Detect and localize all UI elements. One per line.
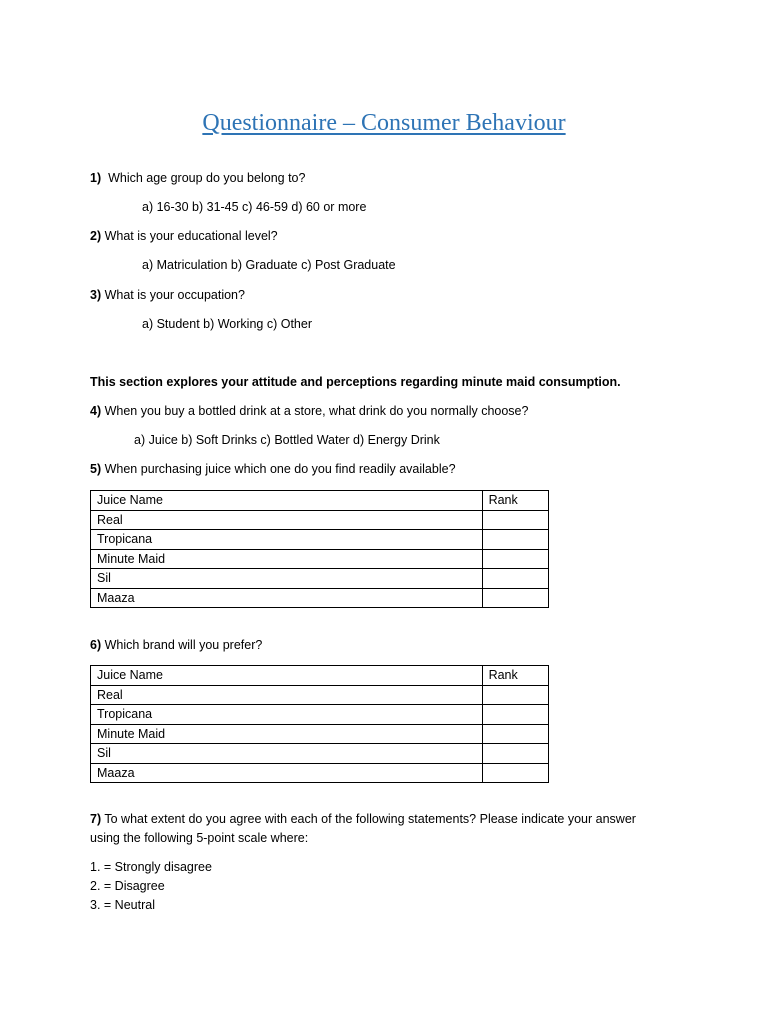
table-row — [91, 549, 549, 569]
column-header: Juice Name — [91, 491, 483, 511]
question-text: To what extent do you agree with each of the following statements? Please indicate your answer — [104, 812, 636, 826]
rank-cell[interactable] — [482, 588, 548, 608]
section-intro: This section explores your attitude and perceptions regarding minute maid consumption. — [90, 375, 621, 389]
juice-name-cell: Maaza — [91, 588, 483, 608]
rank-cell[interactable] — [482, 530, 548, 550]
question-number: 2) — [90, 229, 102, 243]
table-row — [91, 744, 549, 764]
juice-availability-table — [90, 490, 549, 608]
scale-item: 2. = Disagree — [90, 879, 165, 893]
table-row — [91, 530, 549, 550]
table-header-row — [91, 666, 549, 686]
question-4 — [90, 404, 528, 418]
table-row — [91, 510, 549, 530]
rank-cell[interactable] — [482, 763, 548, 783]
question-3 — [90, 288, 245, 302]
question-2 — [90, 229, 278, 243]
juice-name-cell: Maaza — [91, 763, 483, 783]
column-header: Juice Name — [91, 666, 483, 686]
scale-item: 1. = Strongly disagree — [90, 860, 212, 874]
table-row — [91, 685, 549, 705]
juice-name-cell: Tropicana — [91, 705, 483, 725]
question-3-options: a) Student b) Working c) Other — [142, 317, 312, 331]
rank-cell[interactable] — [482, 569, 548, 589]
question-text: Which brand will you prefer? — [104, 638, 263, 652]
question-text: When purchasing juice which one do you find readily available? — [104, 462, 456, 476]
brand-preference-table — [90, 665, 549, 783]
rank-cell[interactable] — [482, 685, 548, 705]
table-row — [91, 588, 549, 608]
column-header: Rank — [482, 491, 548, 511]
question-number: 4) — [90, 404, 102, 418]
juice-name-cell: Minute Maid — [91, 724, 483, 744]
question-text: Which age group do you belong to? — [108, 171, 306, 185]
question-4-options: a) Juice b) Soft Drinks c) Bottled Water d) Energy Drink — [134, 433, 440, 447]
question-number: 1) — [90, 171, 102, 185]
column-header: Rank — [482, 666, 548, 686]
question-text: What is your educational level? — [104, 229, 278, 243]
question-7 — [90, 812, 636, 826]
question-text: When you buy a bottled drink at a store, what drink do you normally choose? — [104, 404, 529, 418]
question-number: 5) — [90, 462, 102, 476]
juice-name-cell: Tropicana — [91, 530, 483, 550]
rank-cell[interactable] — [482, 705, 548, 725]
rank-cell[interactable] — [482, 510, 548, 530]
rank-cell[interactable] — [482, 744, 548, 764]
question-2-options: a) Matriculation b) Graduate c) Post Graduate — [142, 258, 396, 272]
juice-name-cell: Real — [91, 685, 483, 705]
table-row — [91, 705, 549, 725]
question-number: 6) — [90, 638, 102, 652]
table-row — [91, 724, 549, 744]
rank-cell[interactable] — [482, 549, 548, 569]
rank-cell[interactable] — [482, 724, 548, 744]
question-1 — [90, 171, 305, 185]
juice-name-cell: Real — [91, 510, 483, 530]
question-7-continued: using the following 5-point scale where: — [90, 831, 309, 845]
juice-name-cell: Minute Maid — [91, 549, 483, 569]
question-text: What is your occupation? — [104, 288, 245, 302]
question-1-options: a) 16-30 b) 31-45 c) 46-59 d) 60 or more — [142, 200, 367, 214]
table-row — [91, 569, 549, 589]
page-title: Questionnaire – Consumer Behaviour — [202, 110, 566, 136]
question-6 — [90, 638, 262, 652]
juice-name-cell: Sil — [91, 744, 483, 764]
question-5 — [90, 462, 456, 476]
question-number: 3) — [90, 288, 102, 302]
table-row — [91, 763, 549, 783]
question-number: 7) — [90, 812, 102, 826]
table-header-row — [91, 491, 549, 511]
juice-name-cell: Sil — [91, 569, 483, 589]
scale-item: 3. = Neutral — [90, 898, 155, 912]
